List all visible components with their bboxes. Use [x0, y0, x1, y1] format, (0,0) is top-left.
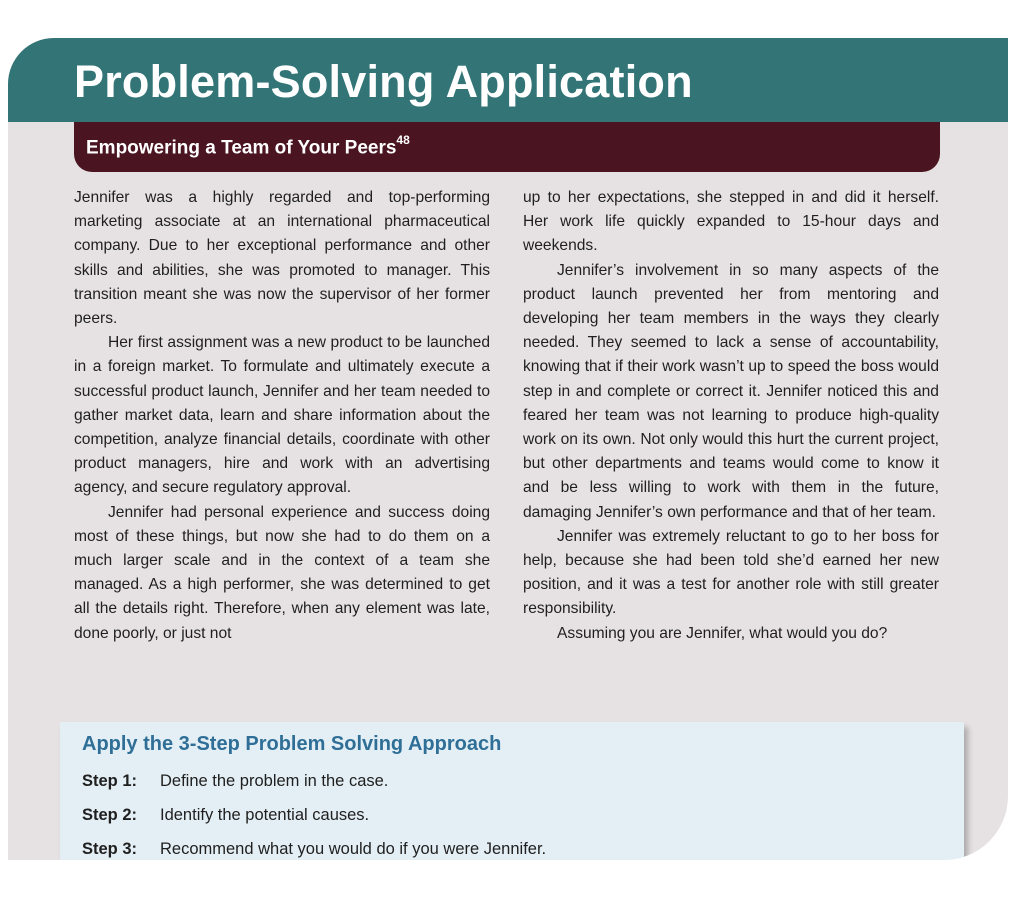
body-paragraph: Her first assignment was a new product to be launched in a foreign market. To formulate and ultimately execute a successful product launch, Jennifer and her team needed to gather market data, learn and share information about the competition, analyze financial details, coordinate with other product managers, hire and work with an advertising agency, and secure regulatory approval. [74, 334, 490, 497]
case-title [86, 135, 410, 159]
subtitle-bar [74, 122, 940, 172]
step-label: Step 3: [82, 840, 138, 858]
apply-approach-box [60, 722, 964, 860]
step-label: Step 2: [82, 806, 138, 824]
body-paragraph: Jennifer was a highly regarded and top-performing marketing associate at an international pharmaceutical company. Due to her exceptional performance and other skills and abilities, she was promoted to manager. This transition meant she was now the supervisor of her former peers. [74, 189, 490, 328]
apply-title: Apply the 3-Step Problem Solving Approach [82, 733, 502, 755]
footnote-reference: 48 [396, 133, 410, 147]
body-column-left [74, 186, 490, 646]
step-item [82, 772, 388, 791]
case-title-text: Empowering a Team of Your Peers [86, 137, 397, 159]
step-text: Recommend what you would do if you were Jennifer. [160, 840, 547, 858]
title-bar [8, 38, 1008, 122]
body-paragraph: up to her expectations, she stepped in and did it herself. Her work life quickly expanded to 15-hour days and weekends. [523, 189, 939, 255]
step-text: Identify the potential causes. [160, 806, 370, 824]
body-paragraph: Jennifer had personal experience and success doing most of these things, but now she had to do them on a much larger scale and in the context of a team she managed. As a high performer, she was determined to get all the details right. Therefore, when any element was late, done poorly, or just not [74, 503, 490, 642]
step-label: Step 1: [82, 772, 138, 790]
closing-question: Assuming you are Jennifer, what would you do? [557, 624, 888, 642]
body-paragraph: Jennifer’s involvement in so many aspects of the product launch prevented her from mentoring and developing her team members in the ways they clearly needed. They seemed to lack a sense of accountability, knowing that if their work wasn’t up to speed the boss would step in and complete or correct it. Jennifer noticed this and feared her team was not learning to produce high-quality work on its own. Not only would this hurt the current project, but other departments and teams would come to know it and be less willing to work with them in the future, damaging Jennifer’s own performance and that of her team. [523, 261, 939, 521]
step-text: Define the problem in the case. [160, 772, 389, 790]
step-item [82, 840, 546, 859]
case-panel [8, 38, 1008, 860]
page-title: Problem-Solving Application [74, 56, 693, 107]
body-column-right [523, 186, 939, 646]
body-paragraph: Jennifer was extremely reluctant to go to her boss for help, because she had been told she’d earned her new position, and it was a test for another role with still greater responsibility. [523, 527, 939, 618]
step-item [82, 806, 369, 825]
